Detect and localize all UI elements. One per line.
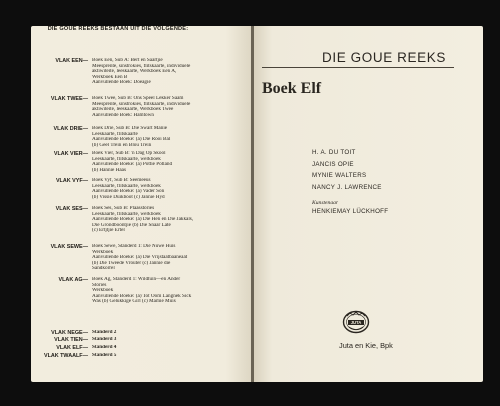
level-description <box>92 206 212 234</box>
level-line: Aanvullende Boeke: (a) Vader Son <box>92 189 165 195</box>
level-label: VLAK VYF— <box>55 178 88 184</box>
level-line: Leeskaarte, flitskaarte, werkboek <box>92 211 161 217</box>
level-label: VLAK TWAALF— <box>43 353 88 359</box>
level-line: Boek Vier, Sub B: 'n Dag Op Skool <box>92 151 166 156</box>
level-description <box>92 277 212 305</box>
level-line: aktiwiteite, leeskaarte, Werkboek Twee <box>92 107 174 113</box>
level-line: Boek Drie, Sub B: Die Swart Manie <box>92 126 168 131</box>
level-line: Boek Ses, Sub B: Plaasstories <box>92 206 155 211</box>
level-description <box>92 353 212 359</box>
level-line: Aanvullende Boeke: (a) Tot Oom Langnek Sick <box>92 293 192 299</box>
book-title: Boek Elf <box>262 80 322 97</box>
author-name: NANCY J. LAWRENCE <box>312 183 382 191</box>
series-title: DIE GOUE REEKS <box>322 50 446 65</box>
author-name: H. A. DU TOIT <box>312 149 356 156</box>
level-line: Boek Sewe, Standerd 1: Die Nuwe Huis <box>92 244 176 249</box>
level-line: Stories <box>92 282 107 288</box>
level-label: VLAK NEGE— <box>51 330 88 336</box>
level-label: VLAK SES— <box>55 206 88 212</box>
level-line: (c) Ertjtjie Ertel <box>92 228 125 234</box>
level-description <box>92 330 212 336</box>
level-label: VLAK EEN— <box>55 58 88 64</box>
level-description <box>92 96 212 118</box>
level-line: (b) Die Tweede Vrouter (c) Jannie die <box>92 260 171 266</box>
level-line: Sandkorrel <box>92 266 115 272</box>
level-description <box>92 345 212 351</box>
level-line: Leeskaarte, flitskaarte <box>92 131 138 137</box>
publisher-name: Juta en Kie, Bpk <box>339 341 393 350</box>
level-label: VLAK ELF— <box>56 345 88 351</box>
series-contents-heading: DIE GOUE REEKS BESTAAN UIT DIE VOLGENDE: <box>47 26 189 32</box>
level-line: Werkboek <box>92 249 114 255</box>
level-line: Meesprente, sinstrokies, flitskaarte, individuele <box>92 101 191 107</box>
logo-text: JUTA <box>350 320 362 325</box>
level-label: VLAK TWEE— <box>50 96 88 102</box>
level-label: VLAK DRIE— <box>53 126 88 132</box>
author-name: MYNIE WALTERS <box>312 172 367 180</box>
illustrator-name: HENKIEMAY LÜCKHOFF <box>312 208 389 215</box>
level-line: Aanvullende Boek: Doeagie <box>92 80 151 86</box>
illustrator-label: Kunstenaar <box>312 200 339 206</box>
level-line: Meesprente, sinstrokies, flitskaarte, individuele <box>92 63 191 69</box>
level-label: VLAK VIER— <box>53 151 88 157</box>
level-description <box>92 58 212 86</box>
level-line: Werkboek Een B <box>92 74 128 80</box>
level-line: Leeskaarte, flitskaarte, werkboek <box>92 183 161 189</box>
level-line: Aanvullende Boeke: (a) Die Hen en Die Jakkals, <box>92 217 194 223</box>
level-line: Aanvullende Boeke: (a) Die Vrijstaatbaaneaat <box>92 255 188 261</box>
level-line: Standerd 3 <box>92 337 117 342</box>
level-line: Aanvullende Boek: Hamtown <box>92 112 154 118</box>
level-line: Aanvullende Boeke: (a) Pottie Potland <box>92 162 173 168</box>
level-description <box>92 244 212 272</box>
level-line: (b) Geel Trein en Blou Trein <box>92 142 152 148</box>
level-line: Boek Ag, Standerd 1: Wildtuin—en Ander <box>92 277 181 282</box>
level-line: Boek Vyf, Sub B: Seemeeus <box>92 178 151 183</box>
level-line: (b) Hannie Haas <box>92 167 126 173</box>
level-line: Werkboek <box>92 288 114 294</box>
level-line: Leeskaarte, flitskaarte, werkboek <box>92 156 161 162</box>
level-label: VLAK TIEN— <box>54 337 88 343</box>
authors-list <box>312 147 382 193</box>
level-line: Standerd 4 <box>92 345 117 350</box>
level-description <box>92 126 212 148</box>
level-label: VLAK SEWE— <box>50 244 88 250</box>
level-line: aktiwiteite, leeskaarte, Werkboek Een A, <box>92 69 177 75</box>
level-label: VLAK AG— <box>58 277 88 283</box>
level-line: Standerd 5 <box>92 353 117 358</box>
publisher-seal-icon <box>342 310 370 334</box>
level-line: Boek Twee, Sub B: Ons Speel Lekker Saam <box>92 96 184 101</box>
title-rule <box>262 67 454 68</box>
level-line: (b) Vissie Duikboot (c) Jannie Hyd <box>92 194 165 200</box>
level-line: Die Grondboontjie (b) Die Snaar Late <box>92 222 171 228</box>
level-line: Standerd 2 <box>92 330 117 335</box>
level-description <box>92 151 212 173</box>
level-line: Aanvullende Boeke: (a) Die Rooi Bal <box>92 137 171 143</box>
level-line: Boek Een, Sub A: Bert en Saartjie <box>92 58 163 63</box>
level-line: Was (b) Gelukkige Girl (c) Mamie Muis <box>92 299 176 305</box>
level-description <box>92 178 212 200</box>
author-name: JANCIS OPIE <box>312 160 354 168</box>
level-description <box>92 337 212 343</box>
